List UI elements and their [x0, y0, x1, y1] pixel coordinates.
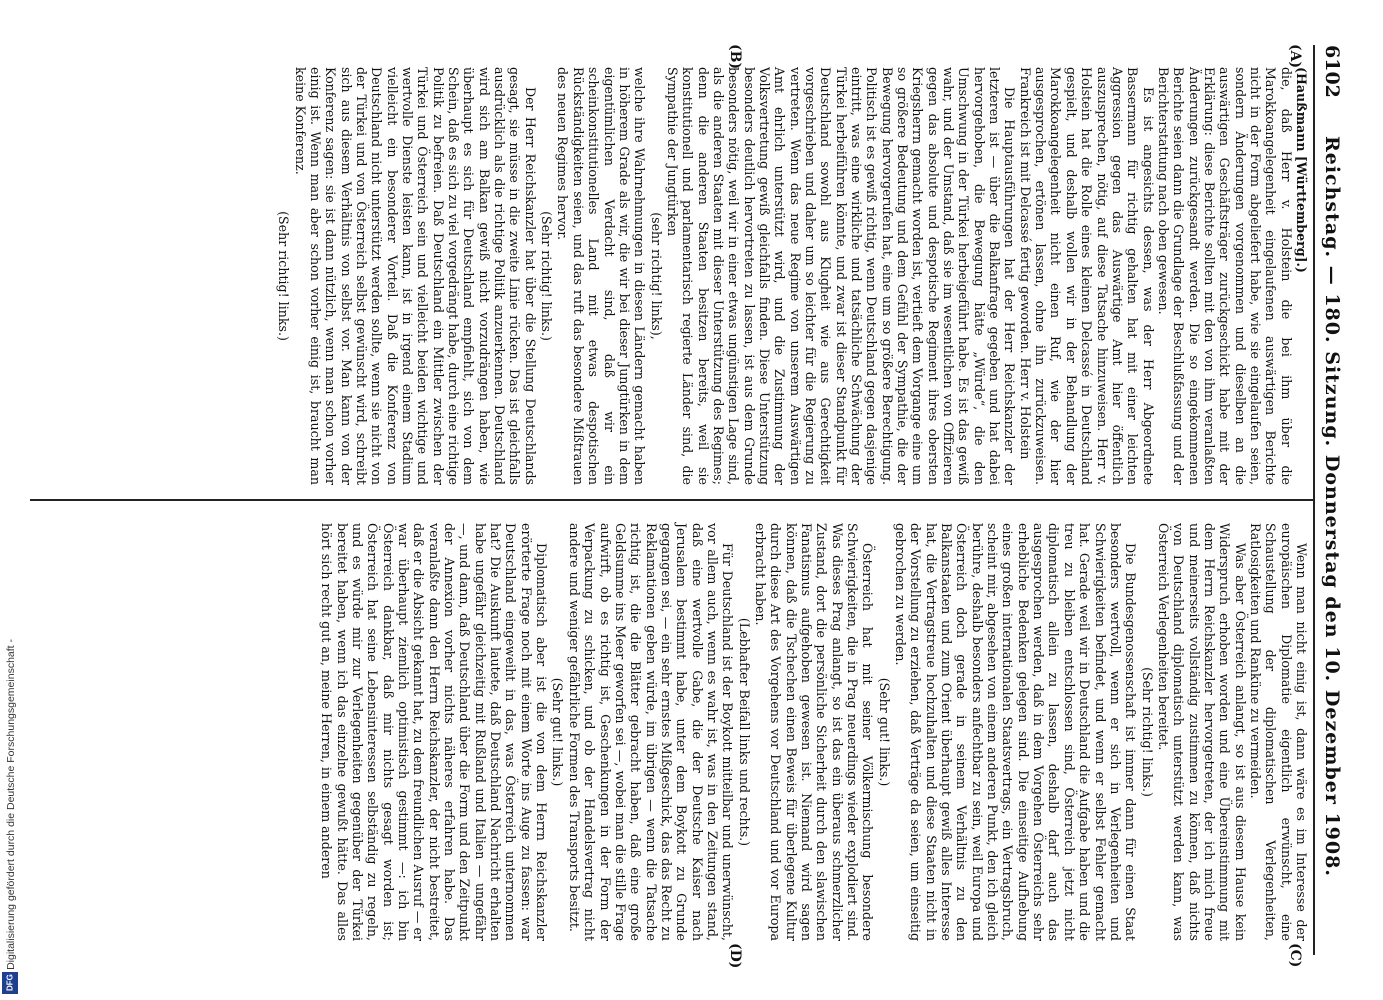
right-column — [319, 523, 1309, 941]
paragraph: Der Herr Reichskanzler hat über die Stellung Deutschlands gesagt, sie müsse in die zweite Linie rücken. Das ist gleichfalls ausdrücklich als die richtige Politik anzuerkennen. Deutschland wird sich am Balkan gewiß nicht vorzudrängen haben, wie überhaupt es sich für Deutschland empfiehlt, sich von dem Schein, daß es sich zu viel vorgedrängt habe, durch eine richtige Politik zu befreien. Daß Deutschland ein Mittler zwischen der Türkei und Österreich sein und vielleicht beiden wichtige und wertvolle Dienste leisten kann, ist in irgend einem Stadium vielleicht ein besonderer Vorteil. Daß die Konferenz von Deutschland nicht unterstützt werden sollte, wenn sie nicht von der Türkei und von Österreich selbst gewünscht wird, schreibt sich aus diesem Verhältnis von selbst vor. Man kann von der Konferenz sagen: sie ist dann nützlich, wenn man schon vorher einig ist. Wenn man aber schon vorher einig ist, braucht man keine Konferenz. — [292, 67, 538, 485]
audience-reaction: (Sehr richtig! links.) — [276, 211, 292, 341]
page-number: 6102 — [1321, 45, 1343, 98]
paragraph: Diplomatisch aber ist die von dem Herrn Reichskanzler erörterte Frage noch mit einem Worte ins Auge zu fassen: war Deutschland eingeweiht in das, was Österreich unternommen hat? Die Auskunft lautete, daß Deutschland Nachricht erhalten habe ungefähr gleichzeitig mit Rußland und Italien — ungefähr —, und dann, daß Deutschland über die Form und den Zeitpunkt der Annexion vorher nichts näheres erfahren habe. Das veranlaßte dann den Herrn Reichskanzler, der nicht bestreitet, daß er die Absicht gekannt hat, zu dem freundlichen Ausruf — er war überhaupt ziemlich optimistisch gestimmt —: ich bin Österreich dankbar, daß mir nichts gesagt worden ist; Österreich hat seine Lebensinteressen selbständig zu regeln, und es würde mir zur Verlegenheiten gegenüber der Türkei bereitet haben, wenn ich das einzelne gewußt hätte. Das alles hört sich recht gut an, meine Herren, in einem anderen — [319, 523, 550, 941]
digitization-credit — [4, 40, 18, 970]
paragraph: Österreich hat mit seiner Völkermischung besondere Schwierigkeiten, die in Prag neuerdings wieder explodiert sind. Was dieses Prag anlangt, so ist das ein überaus schmerzlicher Zustand, dort die persönliche Sicherheit durch den slawischen Fanatismus aufgehoben gewesen ist. Niemand wird sagen können, daß die Tschechen einen Beweis für überlegene Kultur durch diese Art des Vorgehens vor Deutschland und vor Europa erbracht haben. — [752, 523, 876, 941]
audience-reaction: (Sehr richtig! links.) — [539, 211, 555, 341]
page-header — [1319, 45, 1345, 955]
dfg-logo: DFG — [2, 972, 18, 994]
paragraph: Die Bundesgenossenschaft ist immer dann für einen Staat besonders wertvoll, wenn er sich in Verlegenheiten und Schwierigkeiten befindet, und wenn er selbst Fehler gemacht hat. Gerade weil wir in Deutschland die Aufgabe haben und die treu zu bleiben entschlossen sind, Österreich jetzt nicht diplomatisch allein zu lassen, deshalb darf auch das ausgesprochen werden, daß in dem Vorgehen Österreichs sehr erhebliche Bedenken gelegen sind. Die einseitige Aufhebung eines großen internationalen Staatsvertrags, ein Vertragsbruch, scheint mir, abgesehen von einem anderen Punkt, den ich gleich berühre, deshalb besonders anfechtbar zu sein, weil Europa und Österreich doch gerade in seinem Verhältnis zu den Balkanstaaten und zum Orient überhaupt gewiß alles Interesse hat, die Vertragstreue hochzuhalten und diese Staaten nicht in der Vorstellung zu erziehen, daß Verträge da seien, um einseitig gebrochen zu werden. — [893, 523, 1139, 941]
paragraph: Es ist angesichts dessen, was der Herr Abgeordnete Bassermann für richtig gehalten hat mit einer leichten Aggression gegen das Auswärtige Amt hier öffentlich auszusprechen, nötig, auf diese Tatsache hinzuweisen. Herr v. Holstein hat die Rolle eines kleinen Delcassé in Deutschland gespielt, und deshalb wollen wir in der Behandlung der Marokkoangelegenheit nicht einen Ruf, wie der hier ausgesprochen, ertönen lassen, ohne ihn zurückzuweisen. Frankreich ist mit Delcassé fertig geworden. Herr v. Holstein — [1017, 67, 1156, 485]
speaker-name: (Haußmann [Württemberg].) — [1294, 67, 1309, 273]
left-column — [275, 67, 1309, 485]
audience-reaction: (Lebhafter Beifall links und rechts.) — [736, 617, 752, 847]
audience-reaction: (sehr richtig! links), — [648, 212, 664, 340]
audience-reaction: (Sehr gut! links.) — [550, 677, 566, 787]
paragraph: die, daß Herr v. Holstein die bei ihm über die Marokkoangelegenheit eingelaufenen auswärtigen Berichte nicht in der Form abgeliefert habe, wie sie eingelaufen seien, sondern Änderungen vorgenommen und dieselben an die auswärtigen Geschäftsträger zurückgeschickt habe mit der Erklärung: diese Berichte sollten mit den von ihm veranlaßten Änderungen zurückgesandt werden. Die so eingekommenen Berichte seien dann die Grundlage der Beschlußfassung und der Berichterstattung nach oben gewesen. — [1155, 67, 1294, 485]
margin-marker-d: (D) — [727, 943, 743, 969]
paragraph: Die Hauptausführungen hat der Herr Reichskanzler der letzteren ist — über die Balkanfrage gegeben und hat dabei hervorgehoben, die Bewegung hätte „Würde“, die den Umschwung in der Türkei herbeigeführt habe. Es ist das gewiß wahr, und der Umstand, daß sie im wesentlichen von Offizieren gegen das absolute und despotische Regiment ihres obersten Kriegsherrn gemacht worden ist, vertieft dem Vorgange eine um so größere Bedeutung und dem Gefühl der Sympathie, die der Bewegung hervorgerufen hat, eine um so größere Berechtigung. Politisch ist es gewiß richtig, wenn Deutschland gegen dasjenige eintritt, was eine wirkliche und tatsächliche Schwächung der Türkei herbeiführen könnte, und zwar ist dieser Standpunkt für Deutschland sowohl aus Klugheit wie aus Gerechtigkeit vorgeschrieben und daher um so leichter für die Regierung zu vertreten. Wenn das neue Regime von unserem Auswärtigen Amt ehrlich unterstützt wird, und die Zustimmung der Volksvertretung gewiß gleichfalls finden. Diese Unterstützung besonders deutlich hervortreten zu lassen, ist aus dem Grunde besonders nötig, weil wir in einer etwas ungünstigen Lage sind, als die anderen Staaten mit dieser Unterstützung des Regimes; denn die anderen Staaten besitzen bereits, weil sie konstitutionell und parlamentarisch regierte Länder sind, die Sympathie der Jungtürken — [664, 67, 1018, 485]
paragraph: welche ihre Wahrnehmungen in diesen Ländern gemacht haben in höherem Grade als wir, die wir bei dieser Jungtürken in dem eigentümlichen Verdacht sind, daß wir ein scheinkonstitutionelles Land mit etwas despotischen Rückständigkeiten seien, und das ruft das besondere Mißtrauen des neuen Regimes hervor. — [555, 67, 648, 485]
audience-reaction: (Sehr richtig! links.) — [1139, 667, 1155, 797]
column-divider — [30, 499, 1313, 501]
margin-marker-c: (C) — [1287, 943, 1303, 968]
paragraph: Wenn man nicht einig ist, dann wäre es im Interesse der europäischen Diplomatie eigentlich erwünscht, eine Schaustellung der diplomatischen Verlegenheiten, Ratlosigkeiten und Ranküne zu vermeiden. — [1247, 523, 1309, 941]
paragraph: Für Deutschland ist der Boykott mitteilbar und unerwünscht, vor allem auch, wenn es wahr ist, was in den Zeitungen stand, daß eine wertvolle Gabe, die der Deutsche Kaiser nach Jerusalem bestimmt habe, unter dem Boykott zu Grunde gegangen sei, — ein sehr ernstes Mißgeschick, das das Recht zu Reklamationen geben würde, im übrigen — wenn die Tatsache richtig ist, die die Blätter gebracht haben, daß eine große Geldsumme ins Meer geworfen sei —, wobei man die stille Frage aufwirft, ob es richtig ist, Geschenkungen in der Form der Verpackung zu schicken, und ob der Handelsvertrag nicht andere und weniger gefährliche Formen des Transports besitzt. — [566, 523, 736, 941]
credit-text: Digitalisierung gefördert durch die Deutsche Forschungsgemeinschaft - — [5, 639, 17, 970]
page-running-title: Reichstag. — 180. Sitzung. Donnerstag den 10. Dezember 1908. — [1321, 135, 1343, 877]
margin-marker-a: (A) — [1287, 44, 1303, 69]
margin-marker-b: (B) — [727, 44, 743, 70]
audience-reaction: (Sehr gut! links.) — [876, 677, 892, 787]
paragraph: Was aber Österreich anlangt, so ist aus diesem Hause kein Widerspruch erhoben worden und eine Übereinstimmung mit dem Herrn Reichskanzler hervorgetreten, der ich mich freue und meinerseits vollständig zustimmen zu können, daß nichts von Deutschland diplomatisch unterstützt werden kann, was Österreich Verlegenheiten bereitet. — [1155, 523, 1248, 941]
header-rule — [1313, 45, 1315, 955]
